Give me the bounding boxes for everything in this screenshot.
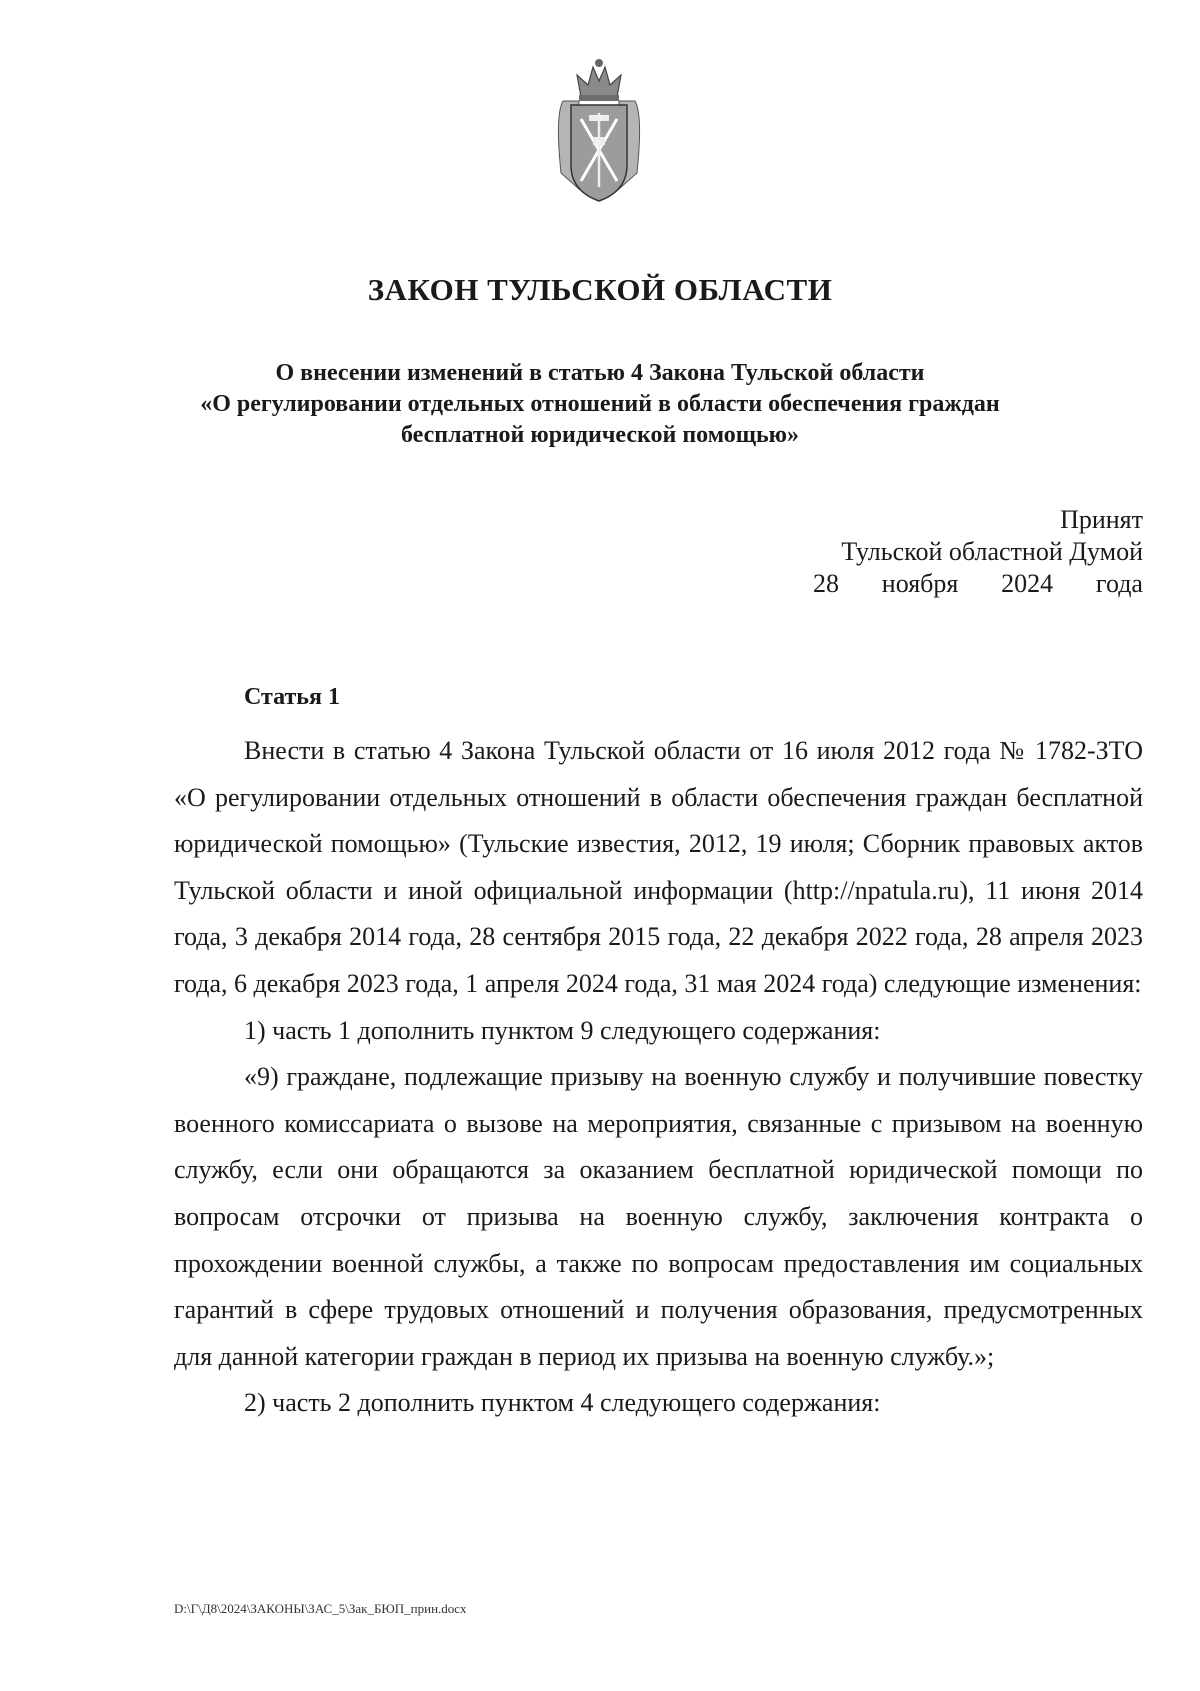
coat-of-arms-icon — [555, 55, 643, 205]
article-body — [174, 728, 1143, 1427]
article-paragraph: 2) часть 2 дополнить пунктом 4 следующего содержания: — [244, 1388, 881, 1418]
adoption-block — [813, 504, 1143, 600]
subtitle-line: О внесении изменений в статью 4 Закона Тульской области — [275, 360, 925, 386]
subtitle-line: «О регулировании отдельных отношений в области обеспечения граждан — [200, 391, 1000, 417]
adoption-line: Принят — [1060, 505, 1143, 534]
adoption-year: 2024 — [1001, 569, 1054, 598]
adoption-day: 28 — [813, 569, 839, 598]
article-paragraph: «9) граждане, подлежащие призыву на военную службу и получившие повестку военного комиссариата о вызове на мероприятия, связанные с призывом на военную службу, если они обращаются за оказанием бесплатной юридической помощи по вопросам отсрочки от призыва на военную службу, заключения контракта о прохождении военной службы, а также по вопросам предоставления им социальных гарантий в сфере трудовых отношений и получения образования, предусмотренных для данной категории граждан в период их призыва на военную службу.»; — [174, 1062, 1143, 1371]
law-subtitle — [100, 358, 1100, 451]
adoption-authority: Тульской областной Думой — [841, 537, 1143, 566]
subtitle-line: бесплатной юридической помощью» — [400, 422, 800, 448]
adoption-date — [813, 568, 1143, 600]
document-title: ЗАКОН ТУЛЬСКОЙ ОБЛАСТИ — [367, 272, 833, 307]
adoption-year-word: года — [1095, 569, 1143, 598]
article-paragraph: 1) часть 1 дополнить пунктом 9 следующего содержания: — [244, 1015, 881, 1045]
adoption-month: ноября — [881, 569, 959, 598]
article-paragraph: Внести в статью 4 Закона Тульской области от 16 июля 2012 года № 1782-ЗТО «О регулировании отдельных отношений в области обеспечения граждан бесплатной юридической помощью» (Тульские известия, 2012, 19 июля; Сборник правовых актов Тульской области и иной официальной информации (http://npatula.ru), 11 июня 2014 года, 3 декабря 2014 года, 28 сентября 2015 года, 22 декабря 2022 года, 28 апреля 2023 года, 6 декабря 2023 года, 1 апреля 2024 года, 31 мая 2024 года) следующие изменения: — [174, 736, 1143, 998]
article-heading: Статья 1 — [244, 684, 340, 710]
file-path-footer: D:\Г\Д8\2024\ЗАКОНЫ\ЗАС_5\Зак_БЮП_прин.docx — [174, 1601, 467, 1616]
